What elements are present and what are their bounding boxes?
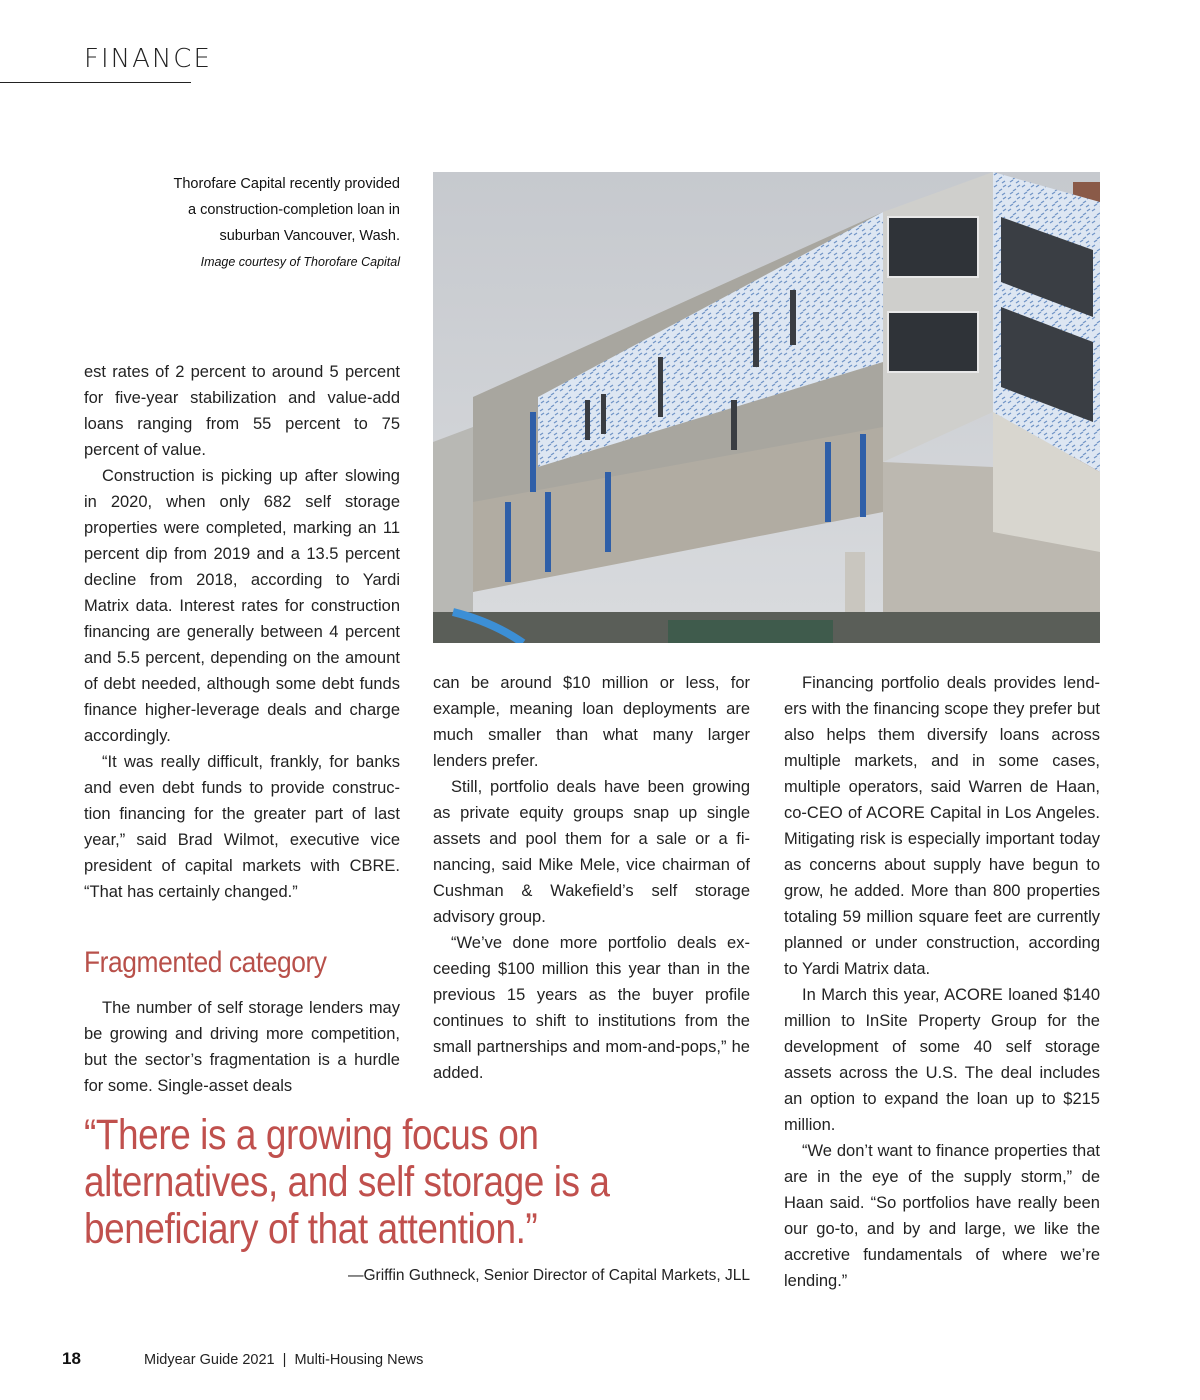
column-1-paragraph-4: The number of self storage lenders may be growing and driving more competition, but the sector’s fragmentation is a hurdle for some. Single-asset deals <box>84 999 400 1095</box>
photo-caption <box>120 171 400 275</box>
caption-line-3: suburban Vancouver, Wash. <box>219 228 400 244</box>
building-photo <box>433 172 1100 643</box>
page-number: 18 <box>62 1349 81 1368</box>
column-2-paragraph-1: can be around $10 million or less, for example, meaning loan deployments are much smaller than what many larger lenders prefer. <box>433 674 750 770</box>
column-3-paragraph-2: In March this year, ACORE loaned $140 million to InSite Property Group for the development of some 40 self storage assets across the U.S. The deal includes an option to expand the loan up to $215 million. <box>784 986 1100 1134</box>
column-2 <box>433 670 750 1086</box>
caption-line-2: a construction-completion loan in <box>188 202 400 218</box>
subhead-fragmented-category: Fragmented category <box>84 946 327 979</box>
column-3 <box>784 670 1100 1294</box>
column-1-paragraph-2: Construction is picking up after slowing in 2020, when only 682 self storage properties were completed, marking an 11 percent dip from 2019 and a 13.5 percent decline from 2018, according to Yardi Matrix data. Interest rates for construction financing are generally between 4 percent and 5.5 percent, depending on the amount of debt needed, although some debt funds finance higher-leverage deals and charge accordingly. <box>84 467 400 745</box>
section-rule <box>0 82 191 83</box>
caption-line-1: Thorofare Capital recently provided <box>173 176 400 192</box>
pull-quote: “There is a growing focus on alternatives, and self storage is a beneficiary of that attention.” <box>84 1111 610 1253</box>
section-label: FINANCE <box>84 44 212 74</box>
column-3-paragraph-3: “We don’t want to finance properties that are in the eye of the supply storm,” de Haan said. “So portfolios have really been our go-to, and by and large, we like the accretive fundamentals of where we’re lending.” <box>784 1142 1100 1290</box>
pull-quote-attribution: —Griffin Guthneck, Senior Director of Capital Markets, JLL <box>347 1267 750 1284</box>
column-2-paragraph-3: “We’ve done more portfolio deals exceeding $100 million this year than in the previous 15 years as the buyer profile continues to shift to institutions from the small partnerships and mom-and-pops,” he added. <box>433 934 750 1082</box>
column-2-paragraph-2: Still, portfolio deals have been growing as private equity groups snap up single assets and pool them for a sale or a financing, said Mike Mele, vice chairman of Cushman & Wakefield’s self storage advisory group. <box>433 778 750 926</box>
column-3-paragraph-1: Financing portfolio deals provides lenders with the financing scope they prefer but also helps them diversify loans across multiple markets, and in some cases, multiple operators, said Warren de Haan, co-CEO of ACORE Capital in Los Angeles. Mitigating risk is especially important today as concerns about supply have begun to grow, he added. More than 800 properties totaling 59 million square feet are currently planned or under construction, according to Yardi Matrix data. <box>784 674 1100 978</box>
caption-credit: Image courtesy of Thorofare Capital <box>200 255 400 269</box>
footer-publication: Midyear Guide 2021 | Multi-Housing News <box>144 1352 424 1368</box>
column-1-paragraph-1: est rates of 2 percent to around 5 percent for five-year stabilization and value-add loans ranging from 55 percent to 75 percent of value. <box>84 363 400 459</box>
column-1 <box>84 359 400 1099</box>
column-1-paragraph-3: “It was really difficult, frankly, for banks and even debt funds to provide construction financing for the greater part of last year,” said Brad Wilmot, executive vice president of capital markets with CBRE. “That has certainly changed.” <box>84 753 400 901</box>
